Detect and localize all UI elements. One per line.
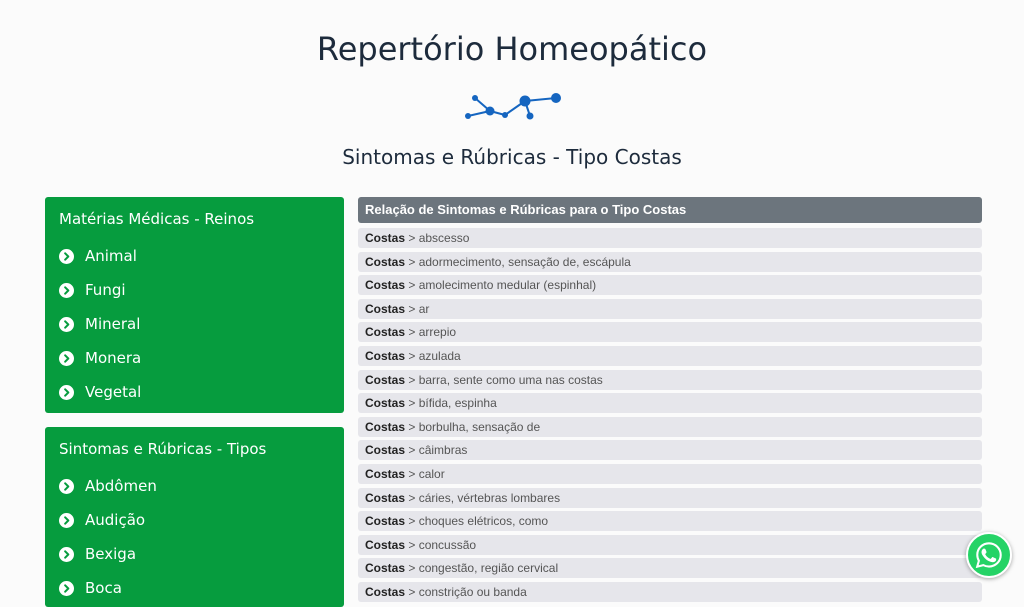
relacao-item[interactable] <box>358 370 982 390</box>
relacao-item-prefix: Costas <box>365 325 406 340</box>
reinos-item-mineral[interactable] <box>45 307 344 341</box>
relacao-item-prefix: Costas <box>365 584 406 599</box>
section-subtitle: Sintomas e Rúbricas - Tipo Costas <box>342 145 682 169</box>
relacao-list <box>358 228 982 606</box>
tipos-item-label: Boca <box>85 579 122 597</box>
relacao-item-prefix: Costas <box>365 443 406 458</box>
relacao-item[interactable] <box>358 417 982 437</box>
relacao-item[interactable] <box>358 275 982 295</box>
relacao-item-label: > amolecimento medular (espinhal) <box>405 278 597 293</box>
tipos-item-abdomen[interactable] <box>45 469 344 503</box>
chevron-circle-right-icon <box>59 317 74 332</box>
relacao-item[interactable] <box>358 228 982 248</box>
relacao-item-label: > adormecimento, sensação de, escápula <box>405 254 631 269</box>
relacao-item-prefix: Costas <box>365 372 406 387</box>
reinos-panel-title: Matérias Médicas - Reinos <box>59 210 255 228</box>
tipos-panel-title: Sintomas e Rúbricas - Tipos <box>59 440 267 458</box>
relacao-item[interactable] <box>358 558 982 578</box>
tipos-item-label: Abdômen <box>85 477 157 495</box>
tipos-list <box>45 462 344 605</box>
relacao-item[interactable] <box>358 393 982 413</box>
chevron-circle-right-icon <box>59 581 74 596</box>
relacao-item-prefix: Costas <box>365 254 406 269</box>
relacao-item-label: > ar <box>405 301 430 316</box>
tipos-item-bexiga[interactable] <box>45 537 344 571</box>
chevron-circle-right-icon <box>59 283 74 298</box>
relacao-item-prefix: Costas <box>365 301 406 316</box>
relacao-item-label: > azulada <box>405 348 461 363</box>
chevron-circle-right-icon <box>59 351 74 366</box>
relacao-item-label: > bífida, espinha <box>405 396 497 411</box>
relacao-item-label: > congestão, região cervical <box>405 561 559 576</box>
relacao-item-prefix: Costas <box>365 561 406 576</box>
relacao-item-label: > arrepio <box>405 325 457 340</box>
relacao-item-prefix: Costas <box>365 466 406 481</box>
chevron-circle-right-icon <box>59 513 74 528</box>
chevron-circle-right-icon <box>59 385 74 400</box>
reinos-item-vegetal[interactable] <box>45 375 344 409</box>
reinos-item-animal[interactable] <box>45 239 344 273</box>
relacao-item-label: > choques elétricos, como <box>405 514 549 529</box>
relacao-item-label: > constrição ou banda <box>405 584 527 599</box>
relacao-item-prefix: Costas <box>365 396 406 411</box>
tipos-item-label: Audição <box>85 511 146 529</box>
reinos-item-label: Fungi <box>85 281 126 299</box>
chevron-circle-right-icon <box>59 547 74 562</box>
relacao-item-prefix: Costas <box>365 419 406 434</box>
whatsapp-icon <box>974 540 1004 570</box>
relacao-item-label: > calor <box>405 466 445 481</box>
relacao-item[interactable] <box>358 322 982 342</box>
relacao-item[interactable] <box>358 440 982 460</box>
reinos-item-monera[interactable] <box>45 341 344 375</box>
relacao-item[interactable] <box>358 464 982 484</box>
relacao-item-label: > cáries, vértebras lombares <box>405 490 561 505</box>
relacao-item[interactable] <box>358 299 982 319</box>
reinos-item-label: Animal <box>85 247 137 265</box>
relacao-item[interactable] <box>358 511 982 531</box>
molecule-icon <box>462 88 566 124</box>
relacao-item-prefix: Costas <box>365 514 406 529</box>
relacao-header: Relação de Sintomas e Rúbricas para o Tipo Costas <box>358 197 982 223</box>
relacao-item-label: > abscesso <box>405 231 470 245</box>
relacao-item[interactable] <box>358 252 982 272</box>
reinos-panel <box>45 197 344 413</box>
relacao-item[interactable] <box>358 346 982 366</box>
reinos-item-fungi[interactable] <box>45 273 344 307</box>
relacao-item-prefix: Costas <box>365 490 406 505</box>
whatsapp-button[interactable] <box>966 532 1012 578</box>
chevron-circle-right-icon <box>59 249 74 264</box>
relacao-item[interactable] <box>358 582 982 602</box>
relacao-item-label: > barra, sente como uma nas costas <box>405 372 603 387</box>
relacao-item-label: > câimbras <box>405 443 468 458</box>
page-title: Repertório Homeopático <box>316 30 708 68</box>
tipos-item-audicao[interactable] <box>45 503 344 537</box>
reinos-item-label: Monera <box>85 349 142 367</box>
relacao-item-prefix: Costas <box>365 348 406 363</box>
reinos-item-label: Mineral <box>85 315 141 333</box>
reinos-item-label: Vegetal <box>85 383 142 401</box>
relacao-item-label: > borbulha, sensação de <box>405 419 541 434</box>
relacao-item-prefix: Costas <box>365 537 406 552</box>
reinos-list <box>45 232 344 409</box>
relacao-item-prefix: Costas <box>365 278 406 293</box>
relacao-item[interactable] <box>358 535 982 555</box>
tipos-panel <box>45 427 344 607</box>
relacao-item-prefix: Costas <box>365 231 406 245</box>
tipos-item-label: Bexiga <box>85 545 137 563</box>
relacao-item[interactable] <box>358 488 982 508</box>
relacao-item-label: > concussão <box>405 537 477 552</box>
tipos-item-boca[interactable] <box>45 571 344 605</box>
chevron-circle-right-icon <box>59 479 74 494</box>
